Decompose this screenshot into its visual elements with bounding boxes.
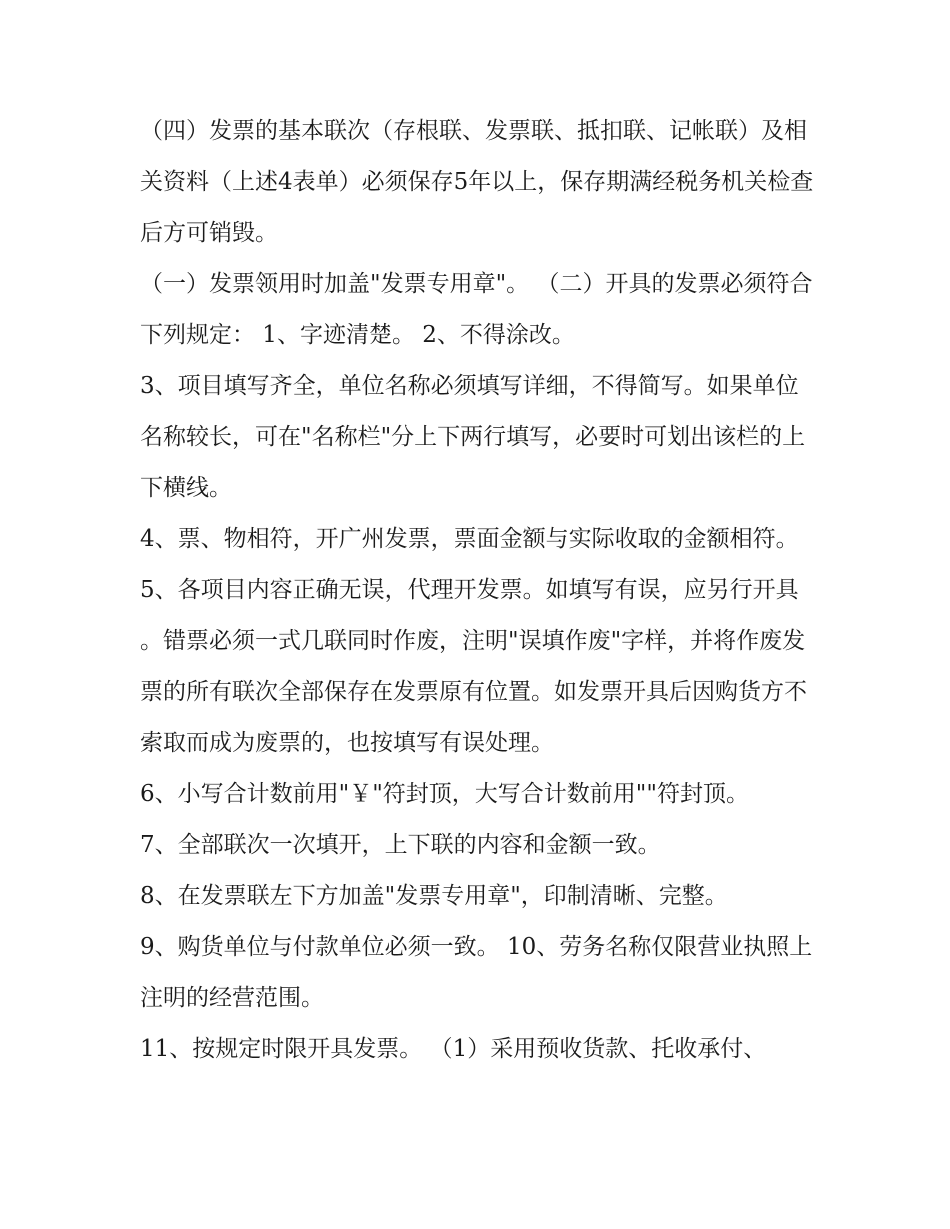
paragraph-rule-11-time-limit: 11、按规定时限开具发票。 （1）采用预收货款、托收承付、 — [140, 1036, 767, 1062]
paragraph-rule-8-stamp-location: 8、在发票联左下方加盖"发票专用章"，印制清晰、完整。 — [140, 883, 728, 909]
paragraph-rule-5-correct-content: 5、各项目内容正确无误，代理开发票。如填写有误，应另行开具。错票必须一式几联同时作废，注明"误填作废"字样，并将作废发票的所有联次全部保存在发票原有位置。如发票开具后因购货方不索取而成为废票的，也按填写有误处理。 — [140, 577, 807, 756]
document-body — [140, 106, 820, 1075]
paragraph-rule-7-fill-all-copies: 7、全部联次一次填开，上下联的内容和金额一致。 — [140, 832, 661, 858]
paragraph-rule-6-total-capping: 6、小写合计数前用"￥"符封顶，大写合计数前用""符封顶。 — [140, 781, 749, 807]
paragraph-stamp-and-issuing-rules: （一）发票领用时加盖"发票专用章"。 （二）开具的发票必须符合下列规定： 1、字迹清楚。 2、不得涂改。 — [140, 271, 813, 348]
paragraph-rule-4-goods-match: 4、票、物相符，开广州发票，票面金额与实际收取的金额相符。 — [140, 526, 799, 552]
paragraph-rule-9-10-buyer-payer: 9、购货单位与付款单位必须一致。 10、劳务名称仅限营业执照上注明的经营范围。 — [140, 934, 813, 1011]
paragraph-invoice-copies-retention: （四）发票的基本联次（存根联、发票联、抵扣联、记帐联）及相关资料（上述4表单）必须保存5年以上，保存期满经税务机关检查后方可销毁。 — [140, 118, 814, 246]
paragraph-rule-3-complete-items: 3、项目填写齐全，单位名称必须填写详细，不得简写。如果单位名称较长，可在"名称栏"分上下两行填写，必要时可划出该栏的上下横线。 — [140, 373, 806, 501]
